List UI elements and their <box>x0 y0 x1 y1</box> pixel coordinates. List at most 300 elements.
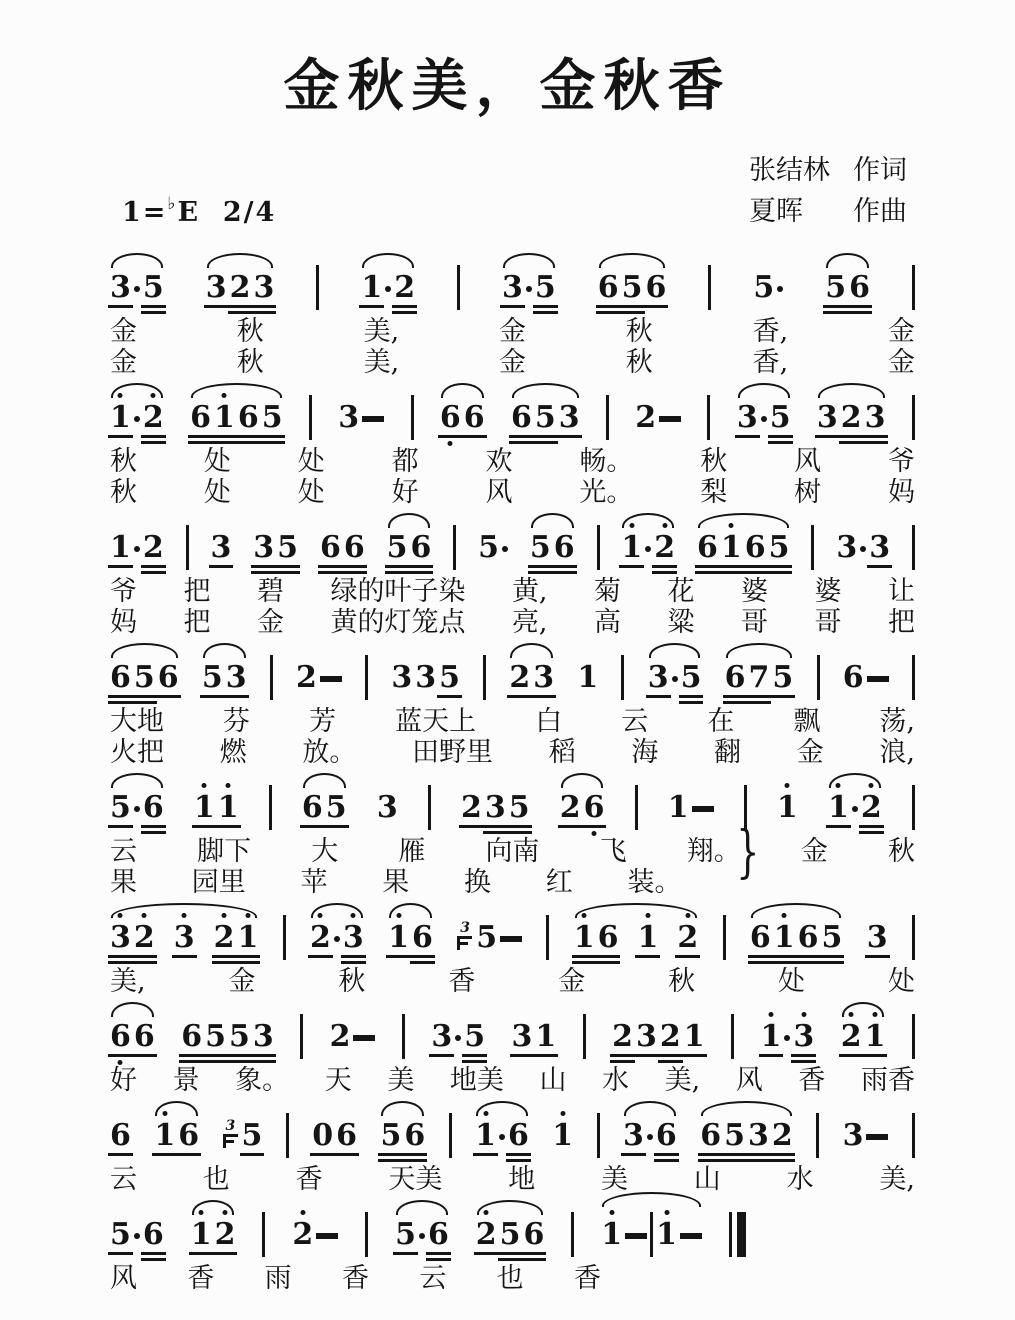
duration-dash <box>867 676 889 682</box>
note-digit: 5 <box>395 1216 416 1252</box>
note-digit: 6 <box>440 403 461 433</box>
lyric-syllable: 美 <box>387 1064 415 1096</box>
note-digit: 5 <box>386 529 408 565</box>
note-group <box>338 399 384 435</box>
note-digit: 5 <box>110 1216 131 1252</box>
note-digit: 3 <box>866 919 888 955</box>
note-digit: 6 <box>157 659 179 695</box>
note-digit: 2 <box>142 529 164 565</box>
note-group <box>753 269 783 305</box>
note-group <box>457 265 460 303</box>
octave-dot-above <box>609 1210 614 1215</box>
note-group <box>391 659 460 695</box>
lyric-syllable: 在 <box>707 705 735 737</box>
note-group <box>836 529 891 565</box>
note-digit: 3 <box>869 529 891 565</box>
barline <box>546 915 549 960</box>
slur-group <box>110 789 164 825</box>
lyric-syllable: 荡, <box>879 705 915 737</box>
note-digit: 1 <box>621 533 642 563</box>
lyric-syllable: 蓝天上 <box>395 705 477 737</box>
notation-line <box>110 1100 915 1164</box>
lyric-syllable: 秋 <box>625 315 653 347</box>
music-system <box>110 642 915 768</box>
slur-group <box>110 919 259 955</box>
slur-group <box>395 1216 449 1252</box>
note-group <box>635 399 681 435</box>
note-group <box>478 529 508 565</box>
lyric-syllable: 哥 <box>814 606 842 638</box>
lyric-syllable: 都 <box>391 445 419 477</box>
lyric-syllable: 苹 <box>300 866 328 898</box>
slur-group <box>827 789 882 825</box>
note-digit: 6 <box>849 269 870 305</box>
lyric-syllable: 云 <box>419 1262 447 1294</box>
slur-group <box>301 789 347 825</box>
note-digit: 3 <box>415 659 437 695</box>
lyric-syllable: 地 <box>508 1163 536 1195</box>
note-group <box>817 655 820 693</box>
slur-group <box>110 399 164 435</box>
barline <box>283 915 286 960</box>
slur-group <box>529 529 575 565</box>
barline <box>912 655 915 700</box>
duration-dash <box>362 416 384 422</box>
note-group <box>723 915 726 953</box>
barline <box>365 1212 368 1257</box>
augmentation-dot <box>860 546 866 552</box>
note-digit: 1 <box>191 1220 212 1250</box>
note-digit: 5 <box>680 659 702 695</box>
note-digit: 6 <box>404 1117 426 1153</box>
lyric-syllable: 大 <box>311 835 339 867</box>
lyric-syllable: 金 <box>256 606 284 638</box>
note-group <box>912 395 915 433</box>
note-digit: 3 <box>431 1018 453 1054</box>
slur-group <box>386 529 432 565</box>
octave-dot-above <box>182 913 187 918</box>
lyric-syllable: 处 <box>297 445 325 477</box>
lyric-syllable: 风 <box>794 445 822 477</box>
octave-dot-above <box>484 1210 489 1215</box>
lyric-syllable: 天美 <box>388 1163 443 1195</box>
lyrics-line <box>110 967 915 997</box>
note-group <box>460 789 530 825</box>
slur-group <box>559 789 605 825</box>
duration-dash <box>316 1233 338 1239</box>
note-group <box>449 1113 452 1151</box>
lyric-syllable: 向南 <box>485 835 540 867</box>
note-digit: 1 <box>574 923 595 953</box>
note-digit: 3 <box>343 923 364 953</box>
lyric-syllable: 金 <box>887 346 915 378</box>
note-digit: 3 <box>338 399 360 435</box>
note-group <box>283 915 286 953</box>
note-group <box>312 1117 357 1153</box>
octave-dot-above <box>162 1111 167 1116</box>
octave-dot-above <box>768 1012 773 1017</box>
lyric-syllable: 果 <box>382 866 410 898</box>
composer-role: 作曲 <box>853 195 907 227</box>
lyric-syllable: 亮, <box>511 606 548 638</box>
note-group <box>262 1212 265 1250</box>
lyric-syllable: 好 <box>391 476 419 508</box>
lyric-syllable: 美 <box>600 1163 628 1195</box>
note-digit: 1 <box>238 923 259 953</box>
slur-group <box>816 399 886 435</box>
lyrics-line <box>110 868 682 898</box>
note-digit: 1 <box>218 793 239 823</box>
note-digit: 5 <box>261 399 283 435</box>
note-digit: 0 <box>312 1117 334 1153</box>
slur-group <box>749 919 843 955</box>
music-system <box>110 772 915 898</box>
barline <box>365 655 368 700</box>
note-digit: 6 <box>584 793 605 823</box>
notation-line <box>110 1199 746 1263</box>
note-group <box>223 1119 263 1151</box>
lyric-syllable: 处 <box>203 445 231 477</box>
barline <box>912 1113 915 1158</box>
note-digit: 2 <box>771 1117 793 1153</box>
lyric-syllable: 雨香 <box>860 1064 915 1096</box>
note-digit: 1 <box>475 1121 496 1151</box>
octave-dot-below <box>448 441 453 446</box>
barline <box>912 525 915 570</box>
slur-group <box>597 269 667 305</box>
note-digit: 6 <box>190 399 211 435</box>
barline <box>457 265 460 310</box>
lyric-syllable: 把 <box>183 575 211 607</box>
barline <box>817 655 820 700</box>
note-group <box>253 529 299 565</box>
note-digit: 3 <box>252 1018 274 1054</box>
note-group <box>296 659 342 695</box>
lyric-syllable: 也 <box>496 1262 524 1294</box>
note-digit: 5 <box>621 269 643 305</box>
note-digit: 1 <box>110 403 131 433</box>
note-group <box>597 525 600 563</box>
note-group <box>667 789 714 825</box>
octave-dot-above <box>202 783 207 788</box>
note-digit: 5 <box>201 659 223 695</box>
lyrics-line <box>110 837 915 867</box>
octave-dot-above <box>560 1111 565 1116</box>
note-digit: 6 <box>744 529 766 565</box>
note-digit: 1 <box>388 923 409 953</box>
augmentation-dot <box>385 286 391 292</box>
lyric-syllable: 云 <box>110 835 137 867</box>
note-digit: 7 <box>748 659 770 695</box>
note-digit: 3 <box>816 399 838 435</box>
note-group <box>483 655 486 693</box>
lyrics-line <box>110 608 915 638</box>
lyric-syllable: 香 <box>295 1163 323 1195</box>
note-digit: 2 <box>215 1220 236 1250</box>
lyric-syllable: 田野里 <box>412 736 494 768</box>
note-digit: 6 <box>110 659 131 695</box>
slur-group <box>154 1117 200 1153</box>
lyric-syllable: 浪, <box>879 736 915 768</box>
note-digit: 6 <box>301 789 323 825</box>
barline <box>453 525 456 570</box>
note-digit: 6 <box>427 1216 449 1252</box>
note-digit: 3 <box>210 529 232 565</box>
octave-dot-above <box>118 913 123 918</box>
note-digit: 6 <box>749 919 771 955</box>
slur-group <box>205 269 275 305</box>
note-digit: 3 <box>842 1117 864 1153</box>
slur-group <box>110 1018 155 1054</box>
note-digit: 1 <box>552 1121 573 1151</box>
note-group <box>744 785 747 823</box>
note-digit: 2 <box>229 269 251 305</box>
octave-dot-above <box>142 913 147 918</box>
lyric-syllable: 红 <box>545 866 573 898</box>
note-digit: 1 <box>637 923 658 953</box>
note-digit: 6 <box>463 399 485 435</box>
octave-dot-above <box>199 1210 204 1215</box>
note-digit: 2 <box>134 923 155 953</box>
augmentation-dot <box>647 1134 653 1140</box>
note-digit: 2 <box>635 399 657 435</box>
notation-line <box>110 1001 915 1065</box>
slur-group <box>439 399 485 435</box>
lyricist-name: 张结林 <box>749 154 830 186</box>
barline <box>483 655 486 700</box>
lyric-syllable: 大地 <box>110 705 164 737</box>
music-system <box>110 252 915 378</box>
lyric-syllable: 好 <box>110 1064 137 1096</box>
lyrics-line <box>110 317 915 347</box>
note-group <box>912 655 915 693</box>
slur-group <box>601 1212 702 1250</box>
note-digit: 6 <box>343 529 365 565</box>
notation-line <box>110 642 915 706</box>
note-digit: 6 <box>797 919 819 955</box>
note-digit: 5 <box>769 399 791 435</box>
octave-dot-above <box>222 913 227 918</box>
augmentation-dot <box>645 546 651 552</box>
lyric-syllable: 金 <box>498 315 526 347</box>
slur-group <box>110 659 179 695</box>
note-digit: 3 <box>502 269 523 305</box>
note-group <box>457 921 522 953</box>
slur-group <box>475 1216 545 1252</box>
duration-dash <box>320 676 342 682</box>
lyric-syllable: 秋 <box>236 346 264 378</box>
note-digit: 3 <box>636 1018 657 1054</box>
lyric-syllable: 哥 <box>740 606 768 638</box>
octave-dot-above <box>836 783 841 788</box>
note-digit: 6 <box>142 789 164 825</box>
slur-group <box>573 919 699 955</box>
octave-dot-above <box>223 1210 228 1215</box>
note-digit: 2 <box>329 1018 351 1054</box>
note-group <box>776 789 798 825</box>
note-digit: 1 <box>828 793 849 823</box>
note-digit: 2 <box>861 793 882 823</box>
duration-dash <box>353 1035 375 1041</box>
lyric-syllable: 秋 <box>338 965 366 997</box>
barline <box>300 1014 303 1059</box>
octave-dot-above <box>483 1111 488 1116</box>
augmentation-dot <box>526 286 532 292</box>
lyric-syllable: 绿的叶子染 <box>330 575 466 607</box>
octave-dot-above <box>801 1012 806 1017</box>
slur-group <box>190 1216 236 1252</box>
note-digit: 1 <box>656 1220 677 1250</box>
note-digit: 5 <box>439 659 460 695</box>
note-group <box>365 655 368 693</box>
octave-dot-above <box>785 783 790 788</box>
lyric-syllable: 美, <box>363 315 400 347</box>
note-digit: 6 <box>724 659 746 695</box>
notation-line <box>110 902 915 966</box>
note-digit: 2 <box>612 1018 633 1054</box>
note-digit: 5 <box>478 529 499 565</box>
note-group <box>186 525 189 563</box>
note-group <box>708 265 711 303</box>
octave-dot-above <box>782 913 787 918</box>
octave-dot-above <box>300 1210 305 1215</box>
key-signature <box>122 193 277 228</box>
octave-dot-above <box>351 913 356 918</box>
lyric-syllable: 香, <box>752 346 789 378</box>
note-digit: 1 <box>601 1220 622 1250</box>
octave-dot-above <box>645 913 650 918</box>
slur-group <box>310 919 364 955</box>
lyric-syllable: 山 <box>693 1163 721 1195</box>
augmentation-dot <box>134 546 140 552</box>
octave-dot-above <box>118 393 123 398</box>
lyric-syllable: 园里 <box>191 866 246 898</box>
lyric-syllable: 雨 <box>264 1262 292 1294</box>
lyric-syllable: 秋 <box>236 315 264 347</box>
lyric-syllable: 婆 <box>814 575 842 607</box>
note-digit: 2 <box>509 659 531 695</box>
duration-dash <box>625 1233 647 1239</box>
barline <box>635 785 638 830</box>
octave-dot-above <box>869 783 874 788</box>
ornament-number: 3 <box>225 1117 236 1134</box>
lyric-syllable: 脚下 <box>197 835 252 867</box>
note-digit: 3 <box>110 923 131 953</box>
lyric-syllable: 秋 <box>700 445 728 477</box>
lyric-syllable: 美, <box>879 1163 915 1195</box>
barline <box>286 1113 289 1158</box>
lyric-syllable: 地美 <box>449 1064 504 1096</box>
note-group <box>729 1212 746 1250</box>
slur-group <box>509 659 555 695</box>
note-group <box>309 395 312 433</box>
lyrics-line <box>110 1165 915 1195</box>
lyric-syllable: 秋 <box>888 835 915 867</box>
note-digit: 5 <box>768 529 790 565</box>
lyrics-line <box>110 478 915 508</box>
note-digit: 3 <box>836 529 858 565</box>
note-digit: 6 <box>523 1216 545 1252</box>
note-digit: 5 <box>508 789 530 825</box>
note-group <box>270 655 273 693</box>
score <box>0 228 1015 1294</box>
note-group <box>621 655 624 693</box>
note-group <box>760 1018 815 1054</box>
note-group <box>552 1117 574 1153</box>
note-digit: 6 <box>237 399 259 435</box>
lyric-syllable: 风 <box>735 1064 763 1096</box>
octave-dot-above <box>151 393 156 398</box>
lyric-syllable: 畅。 <box>579 445 634 477</box>
music-system <box>110 1100 915 1195</box>
notation-line <box>110 772 915 836</box>
lyric-syllable: 香 <box>573 1262 601 1294</box>
note-digit: 2 <box>476 1220 497 1250</box>
slur-group <box>700 1117 793 1153</box>
lyric-syllable: 稻 <box>548 736 576 768</box>
barline <box>912 1014 915 1059</box>
octave-dot-above <box>222 393 227 398</box>
note-digit: 6 <box>597 269 619 305</box>
octave-dot-above <box>226 783 231 788</box>
note-digit: 2 <box>296 659 317 695</box>
barline <box>269 785 272 830</box>
lyric-syllable: 处 <box>297 476 325 508</box>
lyric-syllable: 风 <box>110 1262 137 1294</box>
note-group <box>842 1117 889 1153</box>
key-tonic-prefix: 1= <box>122 196 168 228</box>
barline <box>316 265 319 310</box>
lyric-syllable: 天 <box>324 1064 352 1096</box>
note-digit: 1 <box>761 1022 782 1052</box>
slur-group <box>361 269 416 305</box>
augmentation-dot <box>134 1233 140 1239</box>
note-group <box>300 1014 303 1052</box>
barline <box>650 1212 653 1257</box>
barline <box>606 395 609 440</box>
duration-dash <box>680 1233 702 1239</box>
note-group <box>912 915 915 953</box>
note-group <box>731 1014 734 1052</box>
barline <box>912 785 915 830</box>
note-digit: 3 <box>793 1022 814 1052</box>
note-digit: 3 <box>205 269 227 305</box>
note-digit: 2 <box>310 923 331 953</box>
slur-group <box>621 529 676 565</box>
slur-group <box>623 1117 677 1153</box>
barline <box>597 1113 600 1158</box>
slur-group <box>825 269 870 305</box>
music-system <box>110 512 915 638</box>
note-digit: 2 <box>654 533 675 563</box>
note-group <box>193 789 239 825</box>
slur-group <box>190 399 283 435</box>
lyric-syllable: 芬 <box>223 705 251 737</box>
composer-credit <box>749 189 913 228</box>
note-digit: 5 <box>534 399 556 435</box>
lyric-syllable: 美, <box>363 346 400 378</box>
lyrics-line <box>110 348 915 378</box>
note-digit: 5 <box>534 269 556 305</box>
lyric-syllable: 美, <box>664 1064 701 1096</box>
lyric-syllable: 妈 <box>110 606 137 638</box>
flat-accidental: ♭ <box>167 193 178 214</box>
lyrics-line <box>110 447 915 477</box>
note-group <box>210 529 232 565</box>
lyric-syllable: 梨 <box>700 476 728 508</box>
music-system <box>110 902 915 997</box>
octave-dot-below <box>592 831 597 836</box>
